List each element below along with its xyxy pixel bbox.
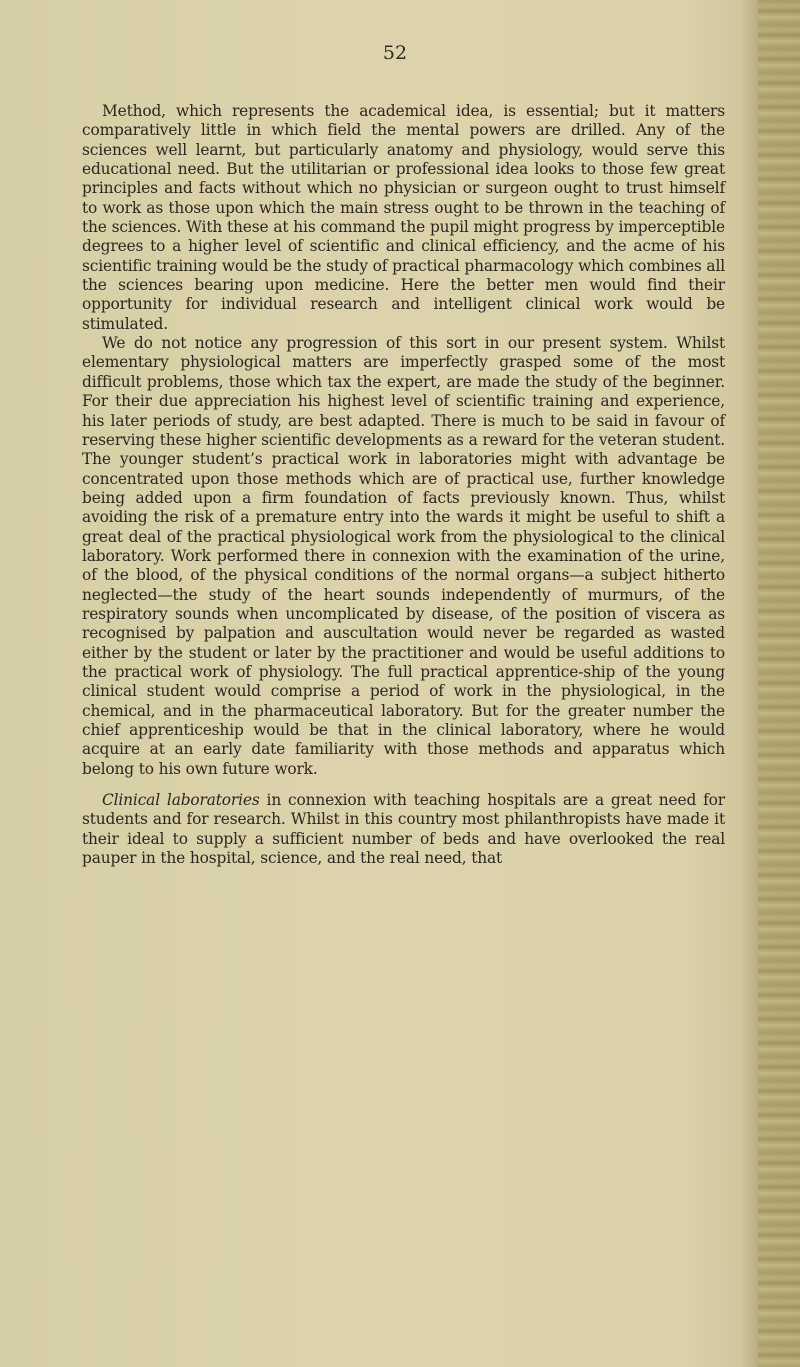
paragraph-2: We do not notice any progression of this sort in our present system. Whilst elementary physiological matters are imperfectly grasped some of the most difficult problems, those which tax the expert, are made the study of the beginner. For their due appreciation his highest level of scientific training and experience, his later periods of study, are best adapted. There is much to be said in favour of reserving these higher scientific developments as a reward for the veteran student. The younger student’s practical work in laboratories might with advantage be concentrated upon those methods which are of practical use, further knowledge being added upon a firm foundation of facts previously known. Thus, whilst avoiding the risk of a premature entry into the wards it might be useful to shift a great deal of the practical physiological work from the physiological to the clinical laboratory. Work performed there in connexion with the examination of the urine, of the blood, of the physical conditions of the normal organs—a subject hitherto neglected—the study of the heart sounds independently of murmurs, of the respiratory sounds when uncomplicated by disease, of the position of viscera as recognised by palpation and auscultation would never be regarded as wasted either by the student or later by the practitioner and would be useful additions to the practical work of physiology. The full practical apprentice-ship of the young clinical student would comprise a period of work in the physiological, in the chemical, and in the pharmaceutical laboratory. But for the greater number the chief apprenticeship would be that in the clinical laboratory, where he would acquire at an early date familiarity with those methods and apparatus which belong to his own future work. (82, 334, 725, 778)
page-edge-shadow (740, 0, 758, 1367)
paragraph-3-text: in connexion with teaching hospitals are a great need for students and for research. Whilst in this country most philanthropists have made it their ideal to supply a sufficient number of beds and have overlooked the real pauper in the hospital, science, and the real need, that (82, 791, 725, 868)
paragraph-1: Method, which represents the academical idea, is essential; but it matters comparatively little in which field the mental powers are drilled. Any of the sciences well learnt, but particularly anatomy and physiology, would serve this educational need. But the utilitarian or professional idea looks to those few great principles and facts without which no physician or surgeon ought to trust himself to work as those upon which the main stress ought to be thrown in the teaching of the sciences. With these at his command the pupil might progress by imperceptible degrees to a higher level of scientific and clinical efficiency, and the acme of his scientific training would be the study of practical pharmacology which combines all the sciences bearing upon medicine. Here the better men would find their opportunity for individual research and intelligent clinical work would be stimulated. (82, 102, 725, 333)
paragraph-3 (82, 791, 725, 868)
body-text (82, 102, 725, 868)
paragraph-3-italic-lead: Clinical laboratories (102, 791, 260, 810)
page-number: 52 (382, 42, 408, 64)
book-edge (758, 0, 800, 1367)
